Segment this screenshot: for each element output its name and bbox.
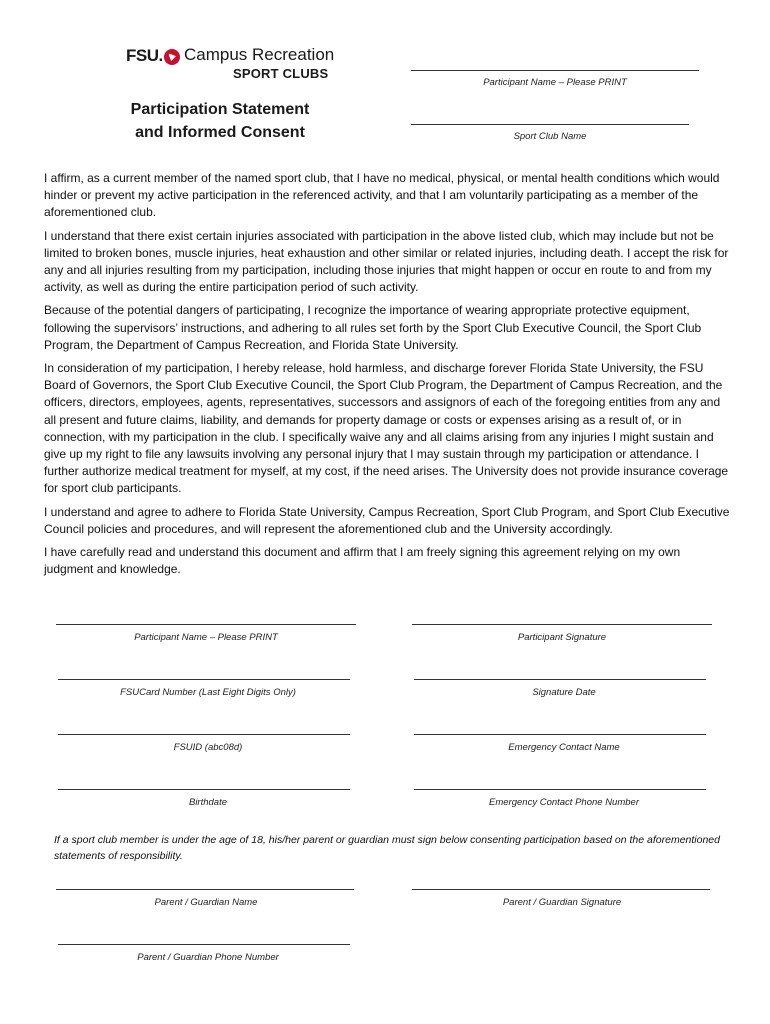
guardian-note: If a sport club member is under the age of 18, his/her parent or guardian must sign below consenting participation based on the aforementioned statements of responsibility. [54, 834, 720, 862]
parent-phone-field[interactable] [58, 944, 358, 963]
fsuid-line[interactable] [58, 734, 350, 735]
fsuid-label: FSUID (abc08d) [173, 742, 243, 753]
participant-signature-label: Participant Signature [517, 632, 607, 643]
participant-signature-line[interactable] [412, 624, 712, 625]
parent-signature-line[interactable] [412, 889, 710, 890]
paragraph-read-understand: I have carefully read and understand this document and affirm that I am freely signing this agreement relying on my own judgment and knowledge. [44, 545, 681, 577]
fsucard-number-field[interactable] [58, 679, 358, 698]
participant-signature-field[interactable] [412, 624, 712, 643]
emergency-contact-name-field[interactable] [414, 734, 714, 753]
top-participant-name-field[interactable] [410, 70, 700, 88]
title-line-2: and Informed Consent [135, 124, 305, 141]
parent-phone-line[interactable] [58, 944, 350, 945]
fsucard-number-line[interactable] [58, 679, 350, 680]
logo-fsu-text: FSU. [126, 46, 163, 65]
paragraph-affirm: I affirm, as a current member of the named sport club, that I have no medical, physical, or mental health conditions which would hinder or prevent my active participation in the referenced activity, and that I am voluntarily participating as a member of the aforementioned club. [44, 171, 720, 220]
top-participant-name-label: Participant Name – Please PRINT [483, 77, 627, 88]
parent-phone-label: Parent / Guardian Phone Number [137, 952, 279, 963]
emergency-contact-phone-field[interactable] [414, 789, 714, 808]
paragraph-dangers: Because of the potential dangers of participating, I recognize the importance of wearing appropriate protective equipment, following the supervisors’ instructions, and adhering to all rules set forth by the Sport Club Executive Council, the Sport Club Program, the Department of Campus Recreation, and Florida State University. [44, 303, 702, 352]
birthdate-label: Birthdate [188, 797, 228, 808]
emergency-contact-phone-line[interactable] [414, 789, 706, 790]
participant-name-field[interactable] [56, 624, 356, 643]
logo-sub-text: SPORT CLUBS [233, 66, 329, 81]
fsucard-number-label: FSUCard Number (Last Eight Digits Only) [120, 687, 296, 698]
parent-name-label: Parent / Guardian Name [154, 897, 258, 908]
participant-name-label: Participant Name – Please PRINT [134, 632, 278, 643]
paragraph-policies: I understand and agree to adhere to Florida State University, Campus Recreation, Sport Club Program, and Sport Club Executive Council policies and procedures, and will represent the aforementioned club and the University accordingly. [44, 504, 730, 536]
parent-signature-label: Parent / Guardian Signature [502, 897, 622, 908]
top-participant-name-line[interactable] [411, 70, 699, 71]
parent-name-line[interactable] [56, 889, 354, 890]
consent-body [44, 170, 730, 584]
signature-date-line[interactable] [414, 679, 706, 680]
emergency-contact-name-line[interactable] [414, 734, 706, 735]
paragraph-release: In consideration of my participation, I hereby release, hold harmless, and discharge forever Florida State University, the FSU Board of Governors, the Sport Club Executive Council, the Sport Club Program, the Department of Campus Recreation, and the officers, directors, employees, agents, representatives, successors and assignors of each of the foregoing entities from any and all present and future claims, liability, and demands for property damage or costs or expenses arising as a result of, or in connection, with my participation in the club. I specifically waive any and all claims arising from any injuries I might sustain and give up my right to file any lawsuits involving any personal injury that I may sustain through my participation or attendance. I further authorize medical treatment for myself, at my cost, if the need arises. The University does not provide insurance coverage for sport club participants. [44, 361, 729, 496]
emergency-contact-phone-label: Emergency Contact Phone Number [489, 797, 639, 808]
page-title [120, 98, 320, 144]
fsu-campus-rec-logo [126, 44, 335, 84]
paragraph-injuries: I understand that there exist certain injuries associated with participation in the above listed club, which may include but not be limited to broken bones, muscle injuries, heat exhaustion and other similar or related injuries, including death. I accept the risk for any and all injuries resulting from my participation, including those injuries that might happen or occur en route to and from my activity, as well as during the entire participation period of such activity. [44, 228, 729, 295]
seminole-spear-icon [164, 49, 180, 65]
emergency-contact-name-label: Emergency Contact Name [508, 742, 620, 753]
top-sport-club-name-line[interactable] [411, 124, 689, 125]
parent-name-field[interactable] [56, 889, 356, 908]
participant-name-line[interactable] [56, 624, 356, 625]
signature-date-label: Signature Date [532, 687, 596, 698]
logo-brand-text: Campus Recreation [184, 45, 335, 64]
signature-date-field[interactable] [414, 679, 714, 698]
top-sport-club-name-field[interactable] [405, 124, 695, 142]
parent-signature-field[interactable] [412, 889, 712, 908]
fsuid-field[interactable] [58, 734, 358, 753]
top-sport-club-name-label: Sport Club Name [513, 131, 587, 142]
birthdate-line[interactable] [58, 789, 350, 790]
birthdate-field[interactable] [58, 789, 358, 808]
title-line-1: Participation Statement [130, 101, 310, 118]
